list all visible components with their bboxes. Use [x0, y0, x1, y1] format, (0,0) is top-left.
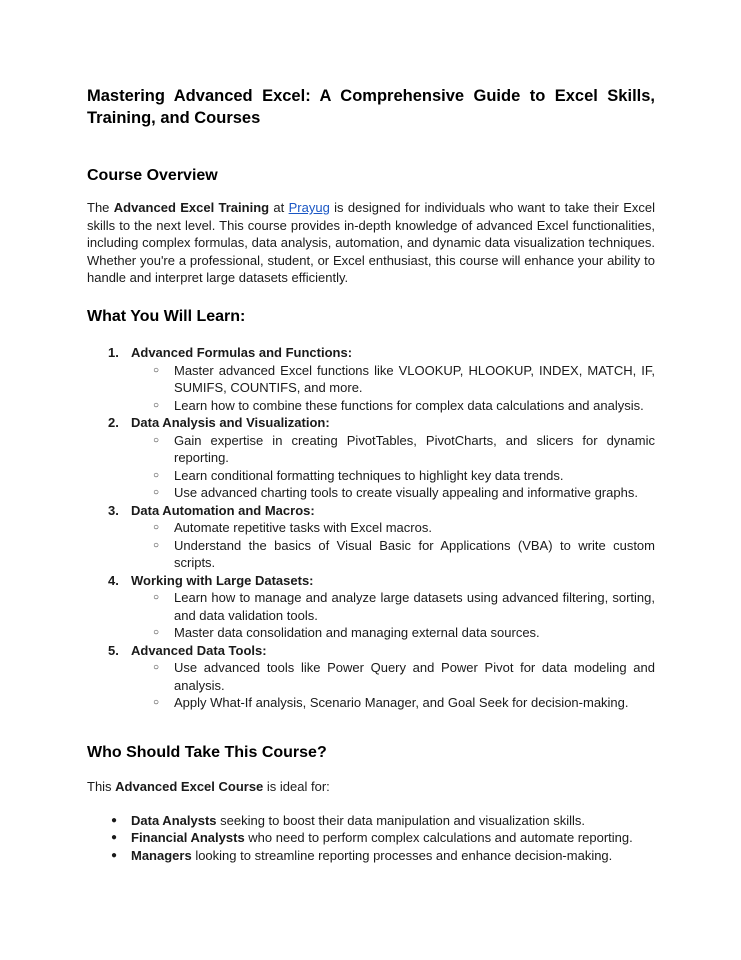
text: The — [87, 200, 114, 215]
item-title: Data Analysis and Visualization: — [131, 415, 330, 430]
audience-description: who need to perform complex calculations and automate reporting. — [244, 830, 633, 846]
sub-item — [87, 537, 655, 572]
audience-list — [87, 812, 655, 865]
item-number: 2. — [108, 415, 119, 430]
item-number: 4. — [108, 572, 119, 588]
audience-description: seeking to boost their data manipulation and visualization skills. — [216, 812, 586, 828]
who-should-take-section — [87, 743, 655, 864]
learn-item — [87, 344, 655, 414]
sub-item-text: Learn how to combine these functions for complex data calculations and analysis. — [174, 397, 644, 413]
sub-item — [87, 694, 655, 712]
course-overview-section — [87, 166, 655, 287]
hollow-bullet-icon: ○ — [153, 469, 160, 481]
course-overview-heading: Course Overview — [87, 167, 218, 184]
sub-item-text: Master data consolidation and managing external data sources. — [174, 625, 540, 640]
audience-role: Data Analysts — [131, 812, 217, 828]
learn-item — [87, 642, 655, 712]
item-title: Working with Large Datasets: — [131, 572, 314, 588]
item-number: 1. — [108, 345, 119, 360]
sub-item-text: Use advanced charting tools to create visually appealing and informative graphs. — [174, 485, 638, 500]
audience-item — [87, 812, 655, 830]
sub-item — [87, 362, 655, 397]
sub-item — [87, 519, 655, 537]
bullet-icon: ● — [111, 832, 118, 844]
sub-item-text: Automate repetitive tasks with Excel macros. — [174, 520, 432, 535]
who-intro — [87, 778, 655, 796]
audience-role: Managers — [131, 847, 192, 863]
text: This — [87, 779, 116, 794]
sub-item — [87, 484, 655, 502]
hollow-bullet-icon: ○ — [153, 364, 160, 376]
sub-item-text: Learn how to manage and analyze large datasets using advanced filtering, sorting, and data validation tools. — [174, 590, 655, 623]
sub-item — [87, 432, 655, 467]
learn-list — [87, 344, 655, 712]
item-title: Advanced Data Tools: — [131, 642, 267, 658]
sub-item-text: Use advanced tools like Power Query and Power Pivot for data modeling and analysis. — [174, 660, 655, 693]
audience-item — [87, 829, 655, 847]
sub-item — [87, 659, 655, 694]
audience-role: Financial Analysts — [131, 830, 245, 846]
item-number: 3. — [108, 502, 119, 518]
item-title: Advanced Formulas and Functions: — [131, 345, 353, 360]
audience-item — [87, 847, 655, 865]
sub-item-text: Learn conditional formatting techniques to highlight key data trends. — [174, 467, 564, 483]
text: is designed for individuals who want to take their Excel skills to the next level. This course provides in-depth knowledge of advanced Excel functionalities, including complex formulas, data analysis, automation, and dynamic data visualization techniques. Whether you're a professional, student, or Excel enthusiast, this course will enhance your ability to handle and interpret large datasets efficiently. — [87, 200, 655, 286]
hollow-bullet-icon: ○ — [153, 399, 160, 411]
sub-item — [87, 467, 655, 485]
sub-item-text: Gain expertise in creating PivotTables, PivotCharts, and slicers for dynamic reporting. — [174, 432, 655, 465]
sub-item-text: Understand the basics of Visual Basic for Applications (VBA) to write custom scripts. — [174, 537, 655, 570]
who-heading: Who Should Take This Course? — [87, 744, 327, 761]
bullet-icon: ● — [111, 814, 118, 826]
hollow-bullet-icon: ○ — [153, 592, 160, 603]
bold-text: Advanced Excel Course — [115, 779, 264, 794]
document-title-block — [87, 85, 655, 129]
item-number: 5. — [108, 642, 119, 658]
bullet-icon: ● — [111, 849, 118, 861]
bold-text: Advanced Excel Training — [113, 200, 270, 215]
hollow-bullet-icon: ○ — [153, 627, 160, 638]
learn-heading: What You Will Learn: — [87, 308, 246, 325]
prayug-link[interactable]: Prayug — [288, 200, 330, 215]
learn-item — [87, 572, 655, 642]
sub-item — [87, 589, 655, 624]
hollow-bullet-icon: ○ — [153, 539, 160, 551]
hollow-bullet-icon: ○ — [153, 662, 160, 673]
learn-item — [87, 414, 655, 502]
overview-paragraph — [87, 199, 655, 287]
text: at — [269, 200, 289, 215]
item-title: Data Automation and Macros: — [131, 502, 315, 518]
hollow-bullet-icon: ○ — [153, 434, 160, 446]
hollow-bullet-icon: ○ — [153, 697, 160, 708]
sub-item-text: Apply What-If analysis, Scenario Manager, and Goal Seek for decision-making. — [174, 695, 629, 710]
hollow-bullet-icon: ○ — [153, 522, 160, 533]
document-title: Mastering Advanced Excel: A Comprehensive Guide to Excel Skills, Training, and Courses — [87, 87, 655, 127]
audience-description: looking to streamline reporting processes and enhance decision-making. — [191, 847, 613, 863]
sub-item — [87, 624, 655, 642]
learn-item — [87, 502, 655, 572]
hollow-bullet-icon: ○ — [153, 487, 160, 498]
sub-item — [87, 397, 655, 415]
text: is ideal for: — [263, 779, 330, 794]
what-you-will-learn-section — [87, 307, 655, 712]
sub-item-text: Master advanced Excel functions like VLOOKUP, HLOOKUP, INDEX, MATCH, IF, SUMIFS, COUNTIFS, and more. — [174, 362, 655, 395]
